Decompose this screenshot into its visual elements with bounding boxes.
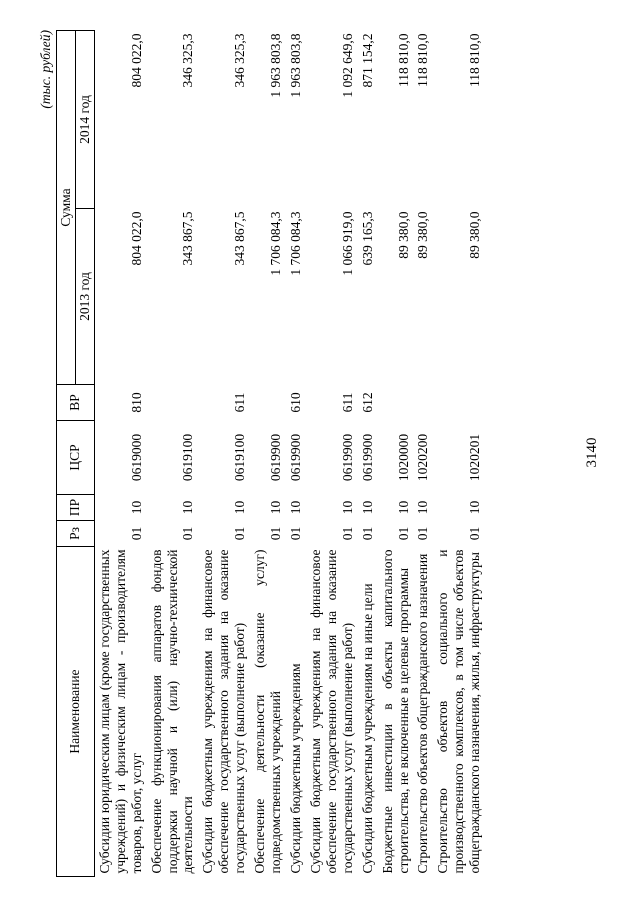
table-row xyxy=(94,30,146,876)
row-rz: 01 xyxy=(467,526,483,541)
row-name: Субсидии бюджетным учреждениям xyxy=(287,663,303,874)
row-pr: 10 xyxy=(359,500,375,515)
row-csr: 1020000 xyxy=(395,433,411,482)
row-csr: 0619900 xyxy=(268,433,284,482)
row-2014: 346 325,3 xyxy=(180,33,196,88)
row-vr xyxy=(250,385,286,421)
row-2014: 1 963 803,8 xyxy=(287,33,303,98)
row-pr: 10 xyxy=(232,500,248,515)
row-vr: 810 xyxy=(128,392,144,413)
row-2014: 871 154,2 xyxy=(359,33,375,88)
row-name: Строительство объектов социального и производственного комплексов, в том числе объектов общегражданского назначения, жилья, инфраструктуры xyxy=(435,549,483,874)
row-vr xyxy=(378,385,414,421)
table-row xyxy=(358,30,378,876)
row-pr: 10 xyxy=(180,500,196,515)
header-sum: Сумма xyxy=(57,30,76,384)
row-name: Субсидии бюджетным учреждениям на иные цели xyxy=(359,583,375,874)
row-csr: 0619900 xyxy=(359,433,375,482)
row-rz: 01 xyxy=(395,526,411,541)
row-vr: 612 xyxy=(359,392,375,413)
row-vr xyxy=(433,385,485,421)
row-name: Субсидии юридическим лицам (кроме государственных учреждений) и физическим лицам - производителям товаров, работ, услуг xyxy=(96,549,144,874)
row-2014: 118 810,0 xyxy=(467,33,483,87)
budget-table xyxy=(56,30,485,877)
header-pr: ПР xyxy=(57,495,95,521)
row-pr: 10 xyxy=(268,500,284,515)
row-2013: 89 380,0 xyxy=(395,211,411,259)
table-row xyxy=(433,30,485,876)
row-rz: 01 xyxy=(287,526,303,541)
row-2014: 118 810,0 xyxy=(395,33,411,87)
row-pr: 10 xyxy=(467,500,483,515)
table-row xyxy=(378,30,414,876)
row-pr: 10 xyxy=(395,500,411,515)
header-rz: Рз xyxy=(57,521,95,547)
row-2013: 1 066 919,0 xyxy=(339,211,355,276)
row-2013: 343 867,5 xyxy=(180,211,196,266)
row-2013: 804 022,0 xyxy=(128,211,144,266)
row-name: Обеспечение функционирования аппаратов фондов поддержки научной и (или) научно-технической деятельности xyxy=(148,549,196,874)
row-vr xyxy=(413,385,433,421)
header-2014: 2014 год xyxy=(75,30,94,208)
row-pr: 10 xyxy=(415,500,431,515)
row-2014: 804 022,0 xyxy=(128,33,144,88)
row-pr: 10 xyxy=(287,500,303,515)
row-rz: 01 xyxy=(128,526,144,541)
header-csr: ЦСР xyxy=(57,421,95,495)
row-rz: 01 xyxy=(180,526,196,541)
page-number: 3140 xyxy=(584,437,600,468)
table-row xyxy=(286,30,306,876)
table-body xyxy=(94,30,485,876)
row-2013: 89 380,0 xyxy=(467,211,483,259)
row-csr: 1020200 xyxy=(415,433,431,482)
row-name: Субсидии бюджетным учреждениям на финансовое обеспечение государственного задания на оказание государственных услуг (выполнение работ) xyxy=(200,549,248,874)
row-name: Субсидии бюджетным учреждениям на финансовое обеспечение государственного задания на оказание государственных услуг (выполнение работ) xyxy=(307,549,355,874)
row-2013: 1 706 084,3 xyxy=(268,211,284,276)
row-name: Обеспечение деятельности (оказание услуг) подведомственных учреждений xyxy=(252,549,284,874)
row-rz: 01 xyxy=(359,526,375,541)
row-vr xyxy=(147,385,199,421)
row-pr: 10 xyxy=(339,500,355,515)
units-note: (тыс. рублей) xyxy=(38,30,53,109)
row-2014: 1 963 803,8 xyxy=(268,33,284,98)
row-csr: 0619100 xyxy=(180,433,196,482)
row-2014: 118 810,0 xyxy=(415,33,431,87)
row-csr: 0619900 xyxy=(339,433,355,482)
header-2013: 2013 год xyxy=(75,209,94,385)
row-name: Бюджетные инвестиции в объекты капитального строительства, не включенные в целевые программы xyxy=(379,549,411,874)
table-row xyxy=(306,30,358,876)
row-csr: 0619000 xyxy=(128,433,144,482)
row-csr: 1020201 xyxy=(467,433,483,482)
row-2013: 89 380,0 xyxy=(415,211,431,259)
row-rz: 01 xyxy=(232,526,248,541)
row-2014: 1 092 649,6 xyxy=(339,33,355,98)
header-name: Наименование xyxy=(57,547,95,877)
table-row xyxy=(413,30,433,876)
row-2014: 346 325,3 xyxy=(232,33,248,88)
table-header xyxy=(57,30,95,876)
row-2013: 639 165,3 xyxy=(359,211,375,266)
row-rz: 01 xyxy=(339,526,355,541)
row-csr: 0619900 xyxy=(287,433,303,482)
row-rz: 01 xyxy=(268,526,284,541)
table-row xyxy=(147,30,199,876)
row-pr: 10 xyxy=(128,500,144,515)
row-vr: 611 xyxy=(232,392,248,413)
row-2013: 1 706 084,3 xyxy=(287,211,303,276)
table-row xyxy=(198,30,250,876)
row-name: Строительство объектов общегражданского назначения xyxy=(415,553,431,874)
row-rz: 01 xyxy=(415,526,431,541)
row-vr: 610 xyxy=(287,392,303,413)
header-vr: ВР xyxy=(57,385,95,421)
table-row xyxy=(250,30,286,876)
row-vr: 611 xyxy=(339,392,355,413)
row-2013: 343 867,5 xyxy=(232,211,248,266)
row-csr: 0619100 xyxy=(232,433,248,482)
